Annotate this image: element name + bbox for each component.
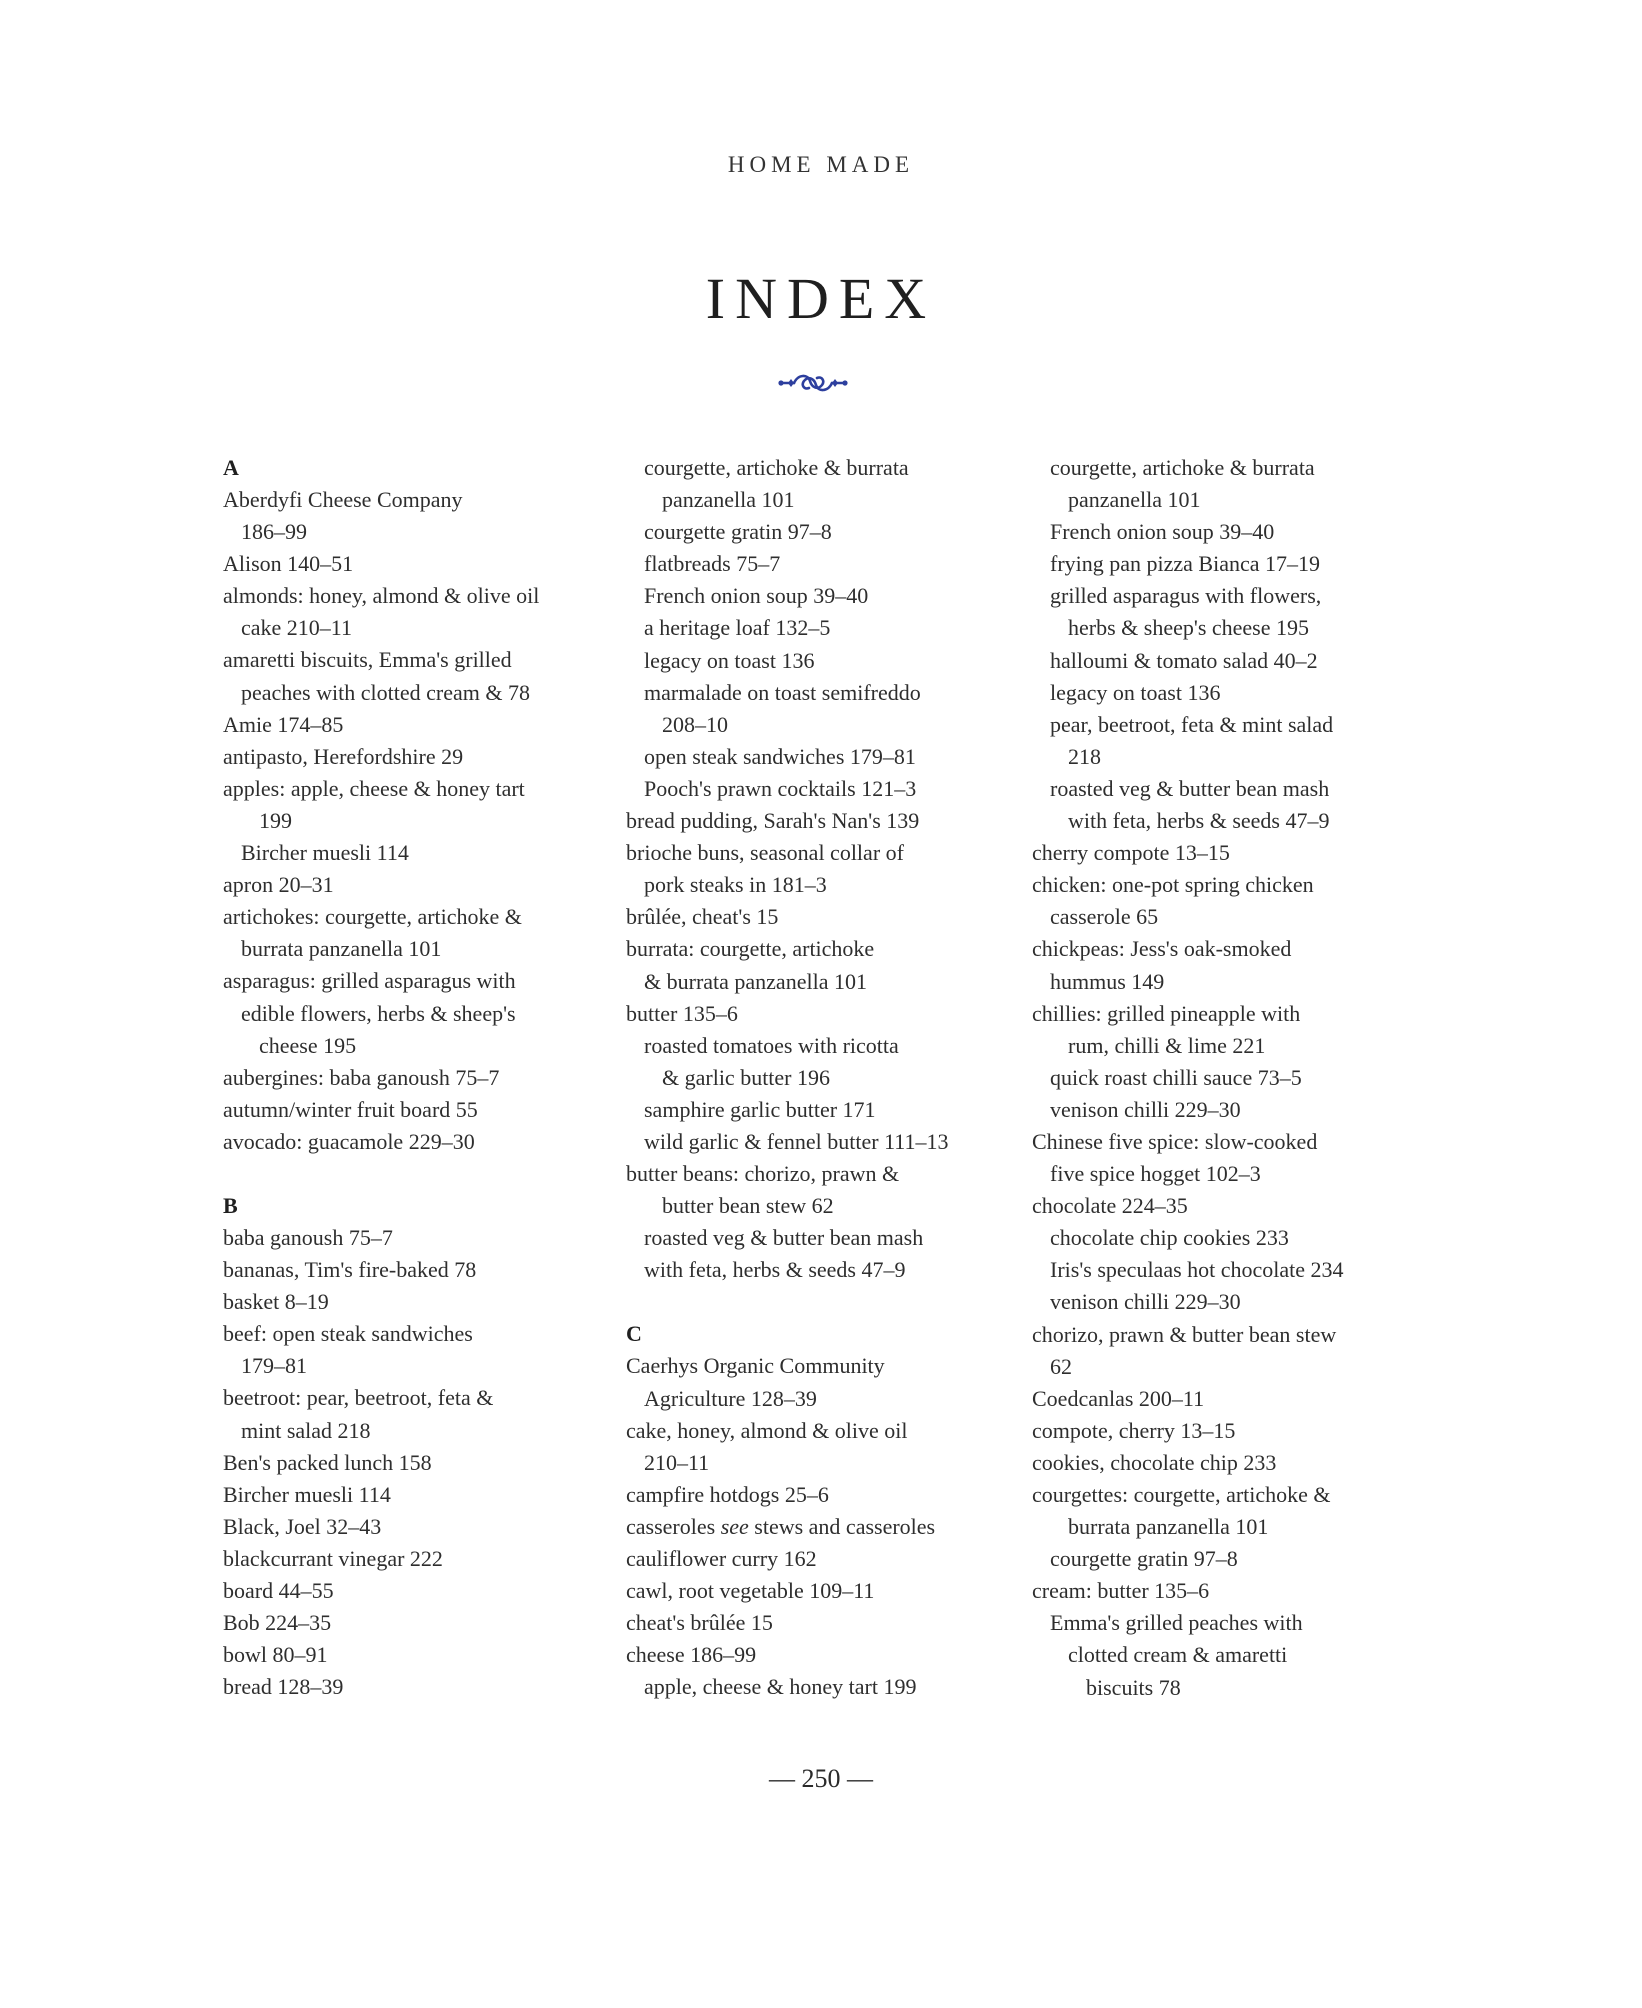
index-entry-continuation: with feta, herbs & seeds 47–9	[1068, 808, 1330, 834]
index-entry: grilled asparagus with flowers,	[1050, 583, 1322, 609]
index-entry: bread 128–39	[223, 1674, 344, 1700]
index-entry: avocado: guacamole 229–30	[223, 1128, 475, 1154]
index-entry: brioche buns, seasonal collar of	[626, 840, 904, 866]
index-entry-continuation: 218	[1068, 743, 1101, 769]
index-entry: a heritage loaf 132–5	[644, 615, 831, 641]
index-entry: bread pudding, Sarah's Nan's 139	[626, 808, 920, 834]
index-entry: courgette gratin 97–8	[644, 519, 832, 545]
index-entry: apple, cheese & honey tart 199	[644, 1674, 917, 1700]
index-letter-heading: B	[223, 1192, 238, 1218]
index-entry: beetroot: pear, beetroot, feta &	[223, 1385, 494, 1411]
index-entry: venison chilli 229–30	[1050, 1096, 1241, 1122]
index-entry-continuation: burrata panzanella 101	[241, 936, 442, 962]
index-entry: cheese 186–99	[626, 1642, 757, 1668]
index-entry: chicken: one-pot spring chicken	[1032, 872, 1314, 898]
index-entry: compote, cherry 13–15	[1032, 1417, 1236, 1443]
index-entry: burrata: courgette, artichoke	[626, 936, 875, 962]
index-entry-continuation: & garlic butter 196	[662, 1064, 831, 1090]
index-entry-continuation: 199	[259, 807, 292, 833]
index-column-3	[1032, 452, 1442, 1704]
index-entry: Bircher muesli 114	[241, 840, 409, 866]
index-entry-continuation: pork steaks in 181–3	[644, 872, 827, 898]
index-entry: board 44–55	[223, 1578, 334, 1603]
index-entry: courgette gratin 97–8	[1050, 1546, 1238, 1572]
index-entry-continuation: clotted cream & amaretti	[1068, 1642, 1288, 1668]
index-entry: blackcurrant vinegar 222	[223, 1545, 443, 1571]
index-entry-continuation: hummus 149	[1050, 968, 1165, 994]
index-entry-continuation: 208–10	[662, 711, 728, 737]
index-entry-continuation: with feta, herbs & seeds 47–9	[644, 1257, 906, 1283]
index-entry: amaretti biscuits, Emma's grilled	[223, 647, 512, 673]
index-entry: autumn/winter fruit board 55	[223, 1096, 478, 1122]
index-entry: antipasto, Herefordshire 29	[223, 743, 464, 769]
index-entry: butter 135–6	[626, 1000, 738, 1026]
index-entry: Black, Joel 32–43	[223, 1513, 382, 1539]
index-entry-continuation: cake 210–11	[241, 615, 352, 641]
page-title: INDEX	[705, 266, 937, 331]
index-entry: cream: butter 135–6	[1032, 1578, 1210, 1604]
index-entry: flatbreads 75–7	[644, 551, 781, 577]
index-entry: cauliflower curry 162	[626, 1546, 817, 1571]
index-entry-continuation: panzanella 101	[662, 487, 795, 513]
index-entry-continuation: panzanella 101	[1068, 487, 1201, 513]
index-entry: casseroles see stews and casseroles	[626, 1513, 936, 1539]
index-entry: marmalade on toast semifreddo	[644, 679, 921, 705]
index-entry: halloumi & tomato salad 40–2	[1050, 647, 1318, 673]
index-entry: Alison 140–51	[223, 551, 354, 577]
index-entry: quick roast chilli sauce 73–5	[1050, 1064, 1302, 1090]
scroll-flourish-icon	[778, 368, 848, 398]
index-column-1	[223, 452, 633, 1703]
index-entry: campfire hotdogs 25–6	[626, 1481, 829, 1507]
page-number: — 250 —	[769, 1764, 873, 1793]
index-entry-continuation: casserole 65	[1050, 904, 1159, 930]
index-entry-continuation: 179–81	[241, 1353, 307, 1379]
index-entry: French onion soup 39–40	[644, 583, 869, 609]
index-entry-continuation: Agriculture 128–39	[644, 1385, 817, 1411]
index-entry: artichokes: courgette, artichoke &	[223, 904, 522, 930]
index-entry: pear, beetroot, feta & mint salad	[1050, 711, 1334, 737]
index-letter-heading: C	[626, 1321, 642, 1347]
index-entry: courgettes: courgette, artichoke &	[1032, 1482, 1331, 1507]
index-entry-continuation: & burrata panzanella 101	[644, 968, 867, 994]
index-entry: roasted veg & butter bean mash	[1050, 775, 1330, 801]
index-entry: cherry compote 13–15	[1032, 840, 1230, 866]
index-entry-continuation: peaches with clotted cream & 78	[241, 679, 530, 705]
index-entry: frying pan pizza Bianca 17–19	[1050, 551, 1321, 577]
index-entry: Bircher muesli 114	[223, 1481, 391, 1507]
index-entry: chillies: grilled pineapple with	[1032, 1000, 1301, 1026]
index-entry: asparagus: grilled asparagus with	[223, 968, 516, 994]
index-entry-continuation: butter bean stew 62	[662, 1193, 834, 1219]
index-entry: bowl 80–91	[223, 1642, 328, 1668]
index-entry: Pooch's prawn cocktails 121–3	[644, 775, 917, 801]
index-entry-continuation: 210–11	[644, 1449, 710, 1475]
index-entry: Caerhys Organic Community	[626, 1353, 885, 1379]
index-entry: chocolate chip cookies 233	[1050, 1225, 1289, 1251]
index-entry: courgette, artichoke & burrata	[1050, 455, 1315, 480]
index-entry: chickpeas: Jess's oak-smoked	[1032, 936, 1292, 962]
index-entry: legacy on toast 136	[644, 647, 815, 673]
index-entry: Iris's speculaas hot chocolate 234	[1050, 1257, 1344, 1283]
index-entry-continuation: burrata panzanella 101	[1068, 1514, 1269, 1540]
index-entry: Bob 224–35	[223, 1610, 332, 1636]
index-entry: open steak sandwiches 179–81	[644, 743, 916, 769]
index-entry-continuation: 186–99	[241, 519, 307, 545]
index-entry: Chinese five spice: slow-cooked	[1032, 1128, 1318, 1154]
index-entry: bananas, Tim's fire-baked 78	[223, 1257, 477, 1283]
index-entry: samphire garlic butter 171	[644, 1096, 876, 1122]
index-entry: brûlée, cheat's 15	[626, 904, 779, 930]
index-entry: cawl, root vegetable 109–11	[626, 1578, 875, 1604]
index-entry-continuation: biscuits 78	[1086, 1674, 1181, 1700]
index-entry: chorizo, prawn & butter bean stew	[1032, 1321, 1337, 1347]
index-column-2	[626, 452, 1036, 1703]
index-entry: Amie 174–85	[223, 711, 344, 737]
index-entry: aubergines: baba ganoush 75–7	[223, 1064, 500, 1090]
index-entry: apron 20–31	[223, 872, 334, 898]
index-entry-continuation: five spice hogget 102–3	[1050, 1161, 1261, 1187]
index-entry: Aberdyfi Cheese Company	[223, 487, 463, 512]
index-entry-continuation: rum, chilli & lime 221	[1068, 1032, 1266, 1058]
index-entry: wild garlic & fennel butter 111–13	[644, 1128, 949, 1154]
index-entry: cookies, chocolate chip 233	[1032, 1449, 1277, 1475]
index-entry: basket 8–19	[223, 1289, 329, 1315]
index-entry: roasted veg & butter bean mash	[644, 1225, 924, 1251]
index-entry: legacy on toast 136	[1050, 679, 1221, 705]
index-entry: Coedcanlas 200–11	[1032, 1385, 1205, 1411]
index-entry-continuation: cheese 195	[259, 1032, 357, 1058]
index-entry-continuation: 62	[1050, 1353, 1072, 1379]
index-entry-continuation: edible flowers, herbs & sheep's	[241, 1000, 516, 1026]
index-letter-heading: A	[223, 455, 239, 480]
index-entry: apples: apple, cheese & honey tart	[223, 775, 525, 801]
index-entry: courgette, artichoke & burrata	[644, 455, 909, 480]
index-entry: butter beans: chorizo, prawn &	[626, 1161, 900, 1187]
index-entry: cheat's brûlée 15	[626, 1610, 773, 1636]
index-entry-continuation: herbs & sheep's cheese 195	[1068, 615, 1310, 641]
running-head: HOME MADE	[727, 152, 915, 177]
index-entry: Ben's packed lunch 158	[223, 1449, 432, 1475]
index-entry: Emma's grilled peaches with	[1050, 1610, 1303, 1636]
index-entry: French onion soup 39–40	[1050, 519, 1275, 545]
index-entry: beef: open steak sandwiches	[223, 1321, 473, 1347]
index-entry: roasted tomatoes with ricotta	[644, 1032, 899, 1058]
index-entry: chocolate 224–35	[1032, 1193, 1188, 1219]
index-entry-continuation: mint salad 218	[241, 1417, 371, 1443]
index-entry: almonds: honey, almond & olive oil	[223, 583, 540, 609]
index-entry: venison chilli 229–30	[1050, 1289, 1241, 1315]
index-entry: baba ganoush 75–7	[223, 1224, 393, 1250]
index-entry: cake, honey, almond & olive oil	[626, 1417, 908, 1443]
